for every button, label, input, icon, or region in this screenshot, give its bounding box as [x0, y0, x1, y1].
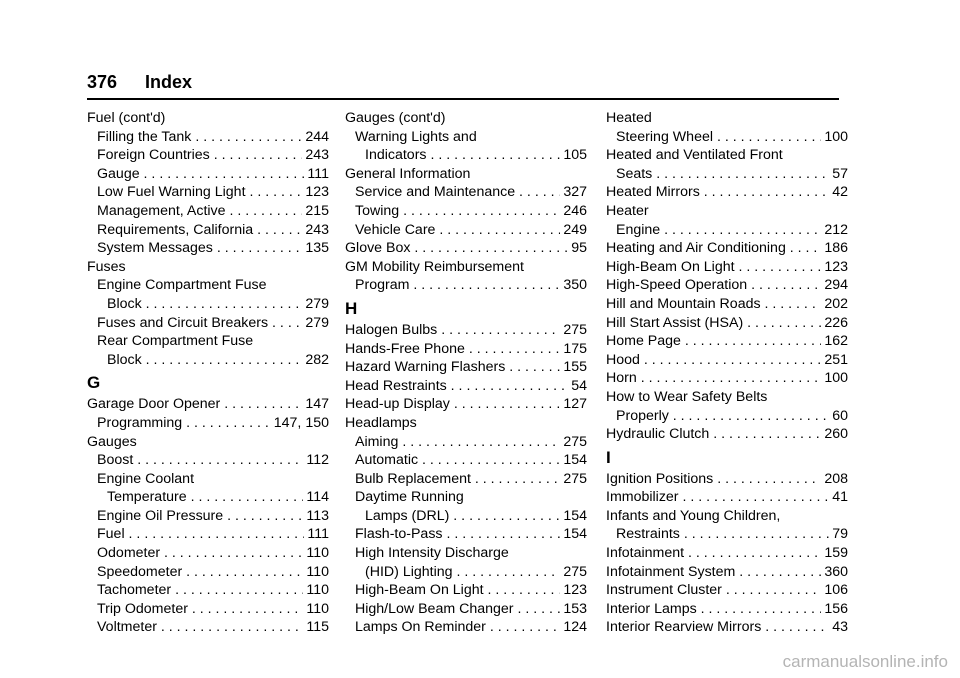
entry-page-ref[interactable]: 112	[303, 451, 329, 470]
entry-term: Tachometer . . .	[97, 582, 329, 598]
index-entry	[345, 433, 587, 452]
index-entry	[606, 407, 848, 426]
index-entry	[345, 146, 587, 165]
section-letter: I	[606, 447, 611, 467]
entry-term: Lamps On Reminder . . .	[355, 619, 587, 635]
entry-term: Heating and Air Conditioning . . .	[606, 240, 848, 256]
entry-page-ref[interactable]: 147	[302, 395, 329, 414]
index-entry	[87, 600, 329, 619]
entry-term: Glove Box . . .	[345, 240, 587, 256]
section-letter: G	[87, 373, 101, 393]
index-entry	[606, 202, 848, 221]
index-entry	[87, 395, 329, 414]
entry-term: How to Wear Safety Belts	[606, 388, 768, 405]
index-entry	[606, 165, 848, 184]
entry-term: Block . . .	[107, 296, 329, 312]
entry-term: General Information	[345, 165, 471, 182]
index-entry	[345, 183, 587, 202]
entry-term: Properly . . .	[616, 408, 848, 424]
entry-term: Hydraulic Clutch . . .	[606, 426, 848, 442]
entry-term: Warning Lights and	[355, 128, 477, 145]
page-header	[87, 72, 192, 93]
index-entry	[345, 470, 587, 489]
entry-term: Fuel (cont'd)	[87, 110, 166, 126]
entry-term: Headlamps	[345, 414, 417, 431]
index-entry	[345, 581, 587, 600]
index-entry	[87, 183, 329, 202]
entry-term: Vehicle Care . . .	[355, 222, 587, 238]
index-entry	[345, 563, 587, 582]
entry-term: Engine Oil Pressure . . .	[97, 508, 329, 524]
entry-term: Aiming . . .	[355, 434, 587, 450]
entry-term: Boost . . .	[97, 452, 329, 468]
page-number: 376	[87, 72, 118, 92]
index-entry	[606, 109, 848, 128]
entry-page-ref[interactable]: 159	[821, 544, 848, 563]
index-entry	[87, 258, 329, 277]
entry-term: Gauge . . .	[97, 166, 329, 182]
index-entry	[87, 239, 329, 258]
index-entry	[87, 451, 329, 470]
entry-term: High-Beam On Light . . .	[606, 259, 848, 275]
entry-page-ref[interactable]: 162	[821, 332, 848, 351]
index-entry	[345, 202, 587, 221]
entry-page-ref[interactable]: 110	[303, 563, 329, 582]
entry-page-ref[interactable]: 208	[821, 470, 848, 489]
entry-page-ref[interactable]: 41	[829, 488, 848, 507]
entry-page-ref[interactable]: 212	[821, 221, 848, 240]
index-entry	[345, 377, 587, 396]
entry-page-ref[interactable]: 244	[302, 128, 329, 147]
entry-term: Heated Mirrors . . .	[606, 184, 848, 200]
entry-term: Heated	[606, 110, 652, 126]
index-entry	[345, 414, 587, 433]
entry-term: Fuses	[87, 258, 126, 275]
index-entry	[606, 563, 848, 582]
entry-page-ref[interactable]: 79	[829, 525, 848, 544]
entry-term: Engine Coolant	[97, 470, 195, 487]
entry-term: Seats . . .	[616, 166, 848, 182]
entry-term: Heated and Ventilated Front	[606, 147, 783, 164]
entry-term: System Messages . . .	[97, 240, 329, 256]
entry-term: Speedometer . . .	[97, 564, 329, 580]
entry-term: Immobilizer . . .	[606, 489, 848, 505]
entry-page-ref[interactable]: 42	[829, 183, 848, 202]
index-entry	[606, 544, 848, 563]
entry-page-ref[interactable]: 279	[302, 314, 329, 333]
entry-term: GM Mobility Reimbursement	[345, 258, 524, 275]
entry-page-ref[interactable]: 155	[560, 358, 587, 377]
entry-page-ref[interactable]: 156	[821, 600, 848, 619]
index-entry	[606, 351, 848, 370]
entry-term: Odometer . . .	[97, 545, 329, 561]
index-entry	[345, 340, 587, 359]
entry-term: Hazard Warning Flashers . . .	[345, 359, 587, 375]
entry-page-ref[interactable]: 243	[302, 221, 329, 240]
index-entry	[87, 525, 329, 544]
entry-page-ref[interactable]: 246	[560, 202, 587, 221]
index-entry	[345, 488, 587, 507]
entry-term: Steering Wheel . . .	[616, 129, 848, 145]
index-entry	[606, 332, 848, 351]
index-entry	[87, 202, 329, 221]
entry-page-ref[interactable]: 275	[560, 470, 587, 489]
index-entry	[345, 544, 587, 563]
entry-term: Hood . . .	[606, 352, 848, 368]
entry-page-ref[interactable]: 175	[560, 340, 587, 359]
index-entry	[606, 239, 848, 258]
index-entry	[606, 183, 848, 202]
entry-term: Low Fuel Warning Light . . .	[97, 184, 329, 200]
entry-term: Home Page . . .	[606, 333, 848, 349]
index-entry	[345, 239, 587, 258]
index-entry	[345, 321, 587, 340]
entry-page-ref[interactable]: 153	[560, 600, 587, 619]
entry-term: Filling the Tank . . .	[97, 129, 329, 145]
entry-term: Daytime Running	[355, 489, 464, 506]
entry-term: Hands-Free Phone . . .	[345, 341, 587, 357]
index-entry	[345, 507, 587, 526]
entry-page-ref[interactable]: 124	[560, 618, 587, 637]
entry-page-ref[interactable]: 110	[303, 600, 329, 619]
entry-page-ref[interactable]: 123	[302, 183, 329, 202]
index-entry	[606, 258, 848, 277]
entry-term: Programming . . .	[97, 415, 329, 431]
entry-page-ref[interactable]: 147, 150	[271, 414, 329, 433]
index-entry	[345, 165, 587, 184]
entry-term: Automatic . . .	[355, 452, 587, 468]
entry-term: Interior Lamps . . .	[606, 601, 848, 617]
entry-page-ref[interactable]: 115	[303, 618, 329, 637]
watermark: carmanualsonline.info	[782, 652, 948, 671]
entry-term: Garage Door Opener . . .	[87, 396, 329, 412]
index-entry	[345, 600, 587, 619]
index-column-2	[345, 109, 587, 637]
index-entry	[606, 146, 848, 165]
entry-term: Fuses and Circuit Breakers . . .	[97, 315, 329, 331]
index-column-1	[87, 109, 329, 637]
entry-term: Hill Start Assist (HSA) . . .	[606, 315, 848, 331]
index-entry	[87, 581, 329, 600]
index-entry	[87, 128, 329, 147]
entry-term: High/Low Beam Changer . . .	[355, 601, 587, 617]
index-entry	[87, 544, 329, 563]
index-entry	[606, 276, 848, 295]
index-entry	[606, 488, 848, 507]
entry-page-ref[interactable]: 123	[821, 258, 848, 277]
entry-page-ref[interactable]: 154	[560, 525, 587, 544]
index-entry	[606, 507, 848, 526]
index-entry	[87, 563, 329, 582]
entry-term: Indicators . . .	[365, 147, 587, 163]
entry-term: Infotainment . . .	[606, 545, 848, 561]
entry-page-ref[interactable]: 249	[560, 221, 587, 240]
entry-page-ref[interactable]: 123	[560, 581, 587, 600]
entry-term: Hill and Mountain Roads . . .	[606, 296, 848, 312]
entry-page-ref[interactable]: 350	[560, 276, 587, 295]
entry-page-ref[interactable]: 294	[821, 276, 848, 295]
entry-term: Horn . . .	[606, 370, 848, 386]
entry-term: Engine . . .	[616, 222, 848, 238]
entry-page-ref[interactable]: 275	[560, 321, 587, 340]
entry-term: Gauges (cont'd)	[345, 110, 446, 126]
entry-page-ref[interactable]: 186	[821, 239, 848, 258]
header-rule	[87, 98, 839, 100]
index-entry	[606, 425, 848, 444]
entry-term: Halogen Bulbs . . .	[345, 322, 587, 338]
index-entry	[345, 358, 587, 377]
entry-page-ref[interactable]: 54	[568, 377, 587, 396]
index-entry	[87, 221, 329, 240]
entry-page-ref[interactable]: 360	[821, 563, 848, 582]
entry-term: Gauges	[87, 433, 137, 450]
entry-page-ref[interactable]: 154	[560, 507, 587, 526]
index-entry	[606, 618, 848, 637]
index-entry	[606, 295, 848, 314]
entry-page-ref[interactable]: 127	[560, 395, 587, 414]
entry-page-ref[interactable]: 282	[302, 351, 329, 370]
entry-page-ref[interactable]: 100	[821, 128, 848, 147]
entry-page-ref[interactable]: 275	[560, 433, 587, 452]
index-entry	[87, 618, 329, 637]
section-letter: H	[345, 298, 358, 318]
entry-term: Rear Compartment Fuse	[97, 333, 254, 350]
entry-page-ref[interactable]: 279	[302, 295, 329, 314]
index-entry	[87, 507, 329, 526]
entry-term: High-Beam On Light . . .	[355, 582, 587, 598]
index-entry	[87, 488, 329, 507]
index-entry	[606, 388, 848, 407]
entry-term: Block . . .	[107, 352, 329, 368]
entry-page-ref[interactable]: 260	[821, 425, 848, 444]
index-entry	[87, 295, 329, 314]
entry-page-ref[interactable]: 111	[304, 165, 329, 184]
entry-page-ref[interactable]: 95	[568, 239, 587, 258]
entry-page-ref[interactable]: 100	[821, 369, 848, 388]
index-entry	[606, 128, 848, 147]
index-entry	[345, 525, 587, 544]
entry-term: Instrument Cluster . . .	[606, 582, 848, 598]
index-entry	[606, 369, 848, 388]
entry-term: Infants and Young Children,	[606, 507, 781, 524]
entry-term: Requirements, California . . .	[97, 222, 329, 238]
entry-term: Bulb Replacement . . .	[355, 471, 587, 487]
entry-term: Engine Compartment Fuse	[97, 277, 267, 294]
entry-page-ref[interactable]: 226	[821, 314, 848, 333]
index-entry	[345, 451, 587, 470]
index-entry	[87, 470, 329, 489]
entry-term: Fuel . . .	[97, 526, 329, 542]
entry-page-ref[interactable]: 57	[829, 165, 848, 184]
entry-term: Program . . .	[355, 277, 587, 293]
entry-term: Restraints . . .	[616, 526, 848, 542]
index-entry	[87, 146, 329, 165]
entry-term: Lamps (DRL) . . .	[365, 508, 587, 524]
entry-page-ref[interactable]: 275	[560, 563, 587, 582]
index-entry	[87, 433, 329, 452]
index-entry	[87, 276, 329, 295]
entry-term: Foreign Countries . . .	[97, 147, 329, 163]
entry-term: (HID) Lighting . . .	[365, 564, 587, 580]
entry-page-ref[interactable]: 135	[302, 239, 329, 258]
entry-term: Management, Active . . .	[97, 203, 329, 219]
entry-page-ref[interactable]: 202	[821, 295, 848, 314]
entry-page-ref[interactable]: 114	[303, 488, 329, 507]
entry-term: Infotainment System . . .	[606, 564, 848, 580]
entry-term: Temperature . . .	[107, 489, 329, 505]
entry-page-ref[interactable]: 113	[303, 507, 329, 526]
index-entry	[345, 258, 587, 277]
entry-term: Service and Maintenance . . .	[355, 184, 587, 200]
entry-page-ref[interactable]: 243	[302, 146, 329, 165]
entry-term: Trip Odometer . . .	[97, 601, 329, 617]
index-entry	[87, 314, 329, 333]
index-entry	[345, 109, 587, 128]
entry-term: Voltmeter . . .	[97, 619, 329, 635]
index-entry	[606, 600, 848, 619]
entry-term: Interior Rearview Mirrors . . .	[606, 619, 848, 635]
index-entry	[345, 128, 587, 147]
entry-page-ref[interactable]: 43	[829, 618, 848, 637]
entry-term: Ignition Positions . . .	[606, 471, 848, 487]
index-entry	[87, 414, 329, 433]
entry-page-ref[interactable]: 110	[303, 544, 329, 563]
index-entry	[87, 165, 329, 184]
index-column-3	[606, 109, 848, 637]
index-entry	[87, 109, 329, 128]
entry-page-ref[interactable]: 154	[560, 451, 587, 470]
entry-page-ref[interactable]: 111	[304, 525, 329, 544]
index-entry	[606, 470, 848, 489]
index-entry	[606, 525, 848, 544]
page-title: Index	[145, 72, 193, 92]
index-entry	[345, 221, 587, 240]
entry-term: Flash-to-Pass . . .	[355, 526, 587, 542]
entry-term: Towing . . .	[355, 203, 587, 219]
index-entry	[606, 581, 848, 600]
entry-page-ref[interactable]: 215	[302, 202, 329, 221]
index-entry	[345, 618, 587, 637]
entry-term: High Intensity Discharge	[355, 545, 509, 562]
entry-page-ref[interactable]: 251	[821, 351, 848, 370]
entry-term: Heater	[606, 202, 649, 219]
entry-page-ref[interactable]: 110	[303, 581, 329, 600]
entry-page-ref[interactable]: 327	[560, 183, 587, 202]
index-entry	[345, 395, 587, 414]
entry-term: Head-up Display . . .	[345, 396, 587, 412]
index-entry	[87, 332, 329, 351]
index-entry	[345, 276, 587, 295]
index-entry	[87, 351, 329, 370]
entry-page-ref[interactable]: 105	[560, 146, 587, 165]
entry-term: Head Restraints . . .	[345, 378, 587, 394]
index-entry	[606, 221, 848, 240]
entry-page-ref[interactable]: 60	[829, 407, 848, 426]
entry-term: High-Speed Operation . . .	[606, 277, 848, 293]
entry-page-ref[interactable]: 106	[821, 581, 848, 600]
index-entry	[606, 314, 848, 333]
